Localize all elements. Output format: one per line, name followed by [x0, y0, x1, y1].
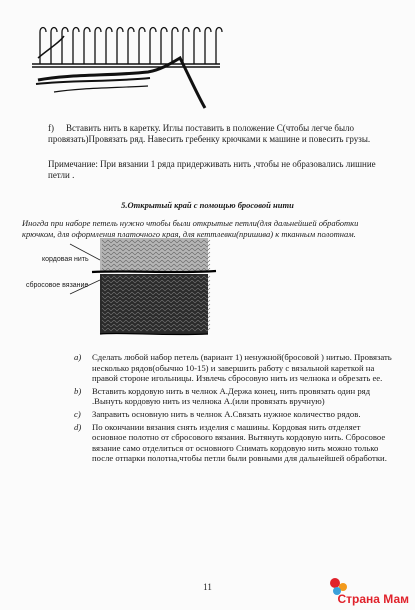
step-marker: c) — [74, 408, 81, 419]
step-text: По окончании вязания снять изделия с машины. Кордовая нить отделяет основное полотно от сбросового вязания. Вытянуть кордовую нить. Сбросовое вязание само отделиться от основного Снимать кордовую нить можно только после отпарки полотна,чтобы петли были ровными для дальнейшей обработки. — [92, 421, 387, 464]
needle-hooks-figure — [30, 18, 230, 110]
cord-thread-label: кордовая нить — [42, 256, 89, 263]
step-marker: b) — [74, 385, 82, 396]
step-marker: d) — [74, 421, 82, 432]
step-item — [74, 386, 394, 407]
page-number: 11 — [203, 582, 212, 592]
waste-knitting-label: сбросовое вязание — [26, 282, 89, 289]
steps-list — [74, 352, 394, 466]
section-heading: 5.Открытый край с помощью бросовой нити — [121, 200, 294, 210]
step-marker: a) — [74, 352, 82, 362]
paragraph-f — [48, 123, 393, 145]
paragraph-f-text: Вставить нить в каретку. Иглы поставить в положение С(чтобы легче было провязать)Провязать ряд. Навесить гребенку крючками к машине и повесить грузы. — [48, 123, 371, 144]
paragraph-f-marker: f) — [48, 123, 54, 133]
step-text: Сделать любой набор петель (вариант 1) ненужной(бросовой ) нитью. Провязать несколько рядов(обычно 10-15) и завершить работу с вязальной кареткой на правой стороне игольницы. Извлечь сбросовую нить из челнока и обрезать ее. — [92, 352, 392, 384]
note-paragraph: Примечание: При вязании 1 ряда придерживать нить ,чтобы не образовались лишние петли . — [48, 159, 376, 180]
step-item — [74, 352, 394, 384]
step-text: Вставить кордовую нить в челнок А.Держа конец, нить провязать один ряд .Вынуть кордовую нить из челнока А.(или провязать вручную) — [92, 385, 371, 407]
intro-paragraph: Иногда при наборе петель нужно чтобы были открытые петли(для дальнейшей обработки крючком, для оформления платочного края, для кеттлевки(пришива) к тканным полотнам. — [22, 218, 359, 239]
step-item — [74, 422, 394, 464]
watermark-text: Страна Мам — [337, 592, 409, 606]
step-item — [74, 409, 394, 420]
step-text: Заправить основную нить в челнок А.Связать нужное количество рядов. — [92, 408, 361, 419]
